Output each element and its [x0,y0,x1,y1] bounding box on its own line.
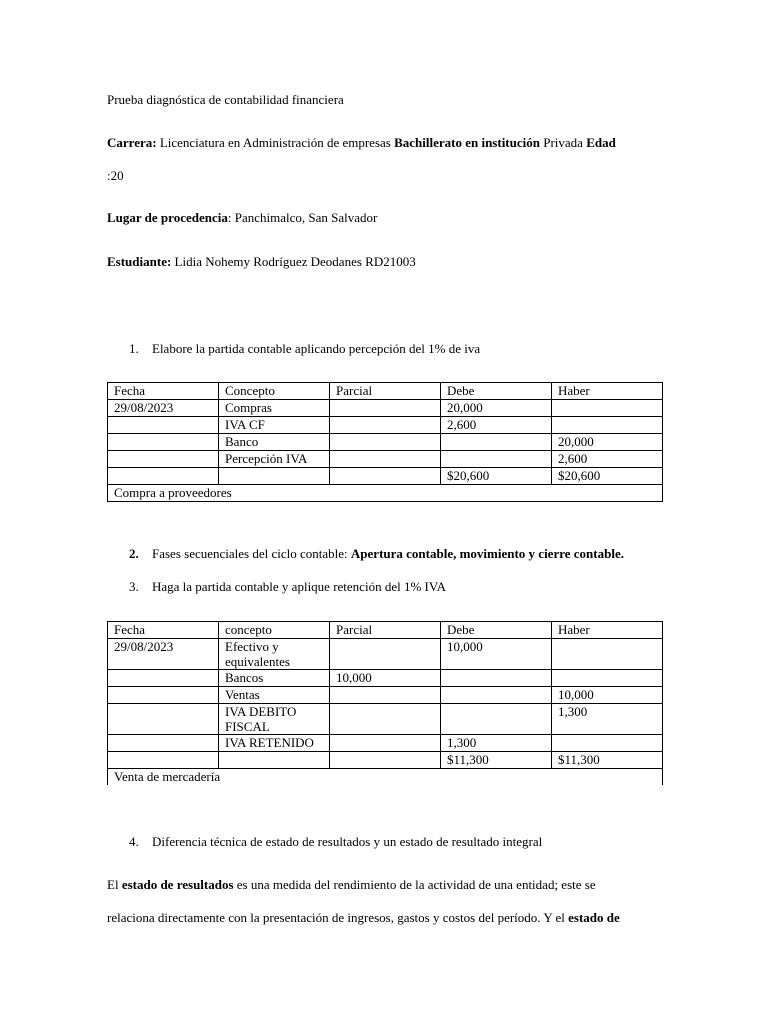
paragraph-text: es una medida del rendimiento de la actividad de una entidad; este se [233,877,596,892]
question-3-number: 3. [129,579,139,594]
table-cell: $20,600 [441,468,552,485]
estudiante-value: Lidia Nohemy Rodríguez Deodanes RD21003 [171,254,416,269]
estudiante-label: Estudiante: [107,254,172,269]
table-cell: $11,300 [552,752,663,769]
column-header: Haber [552,622,663,639]
column-header: Debe [441,383,552,400]
table-row [108,704,663,735]
table-cell [108,735,219,752]
table-cell [108,468,219,485]
carrera-line [107,135,616,151]
table-cell [441,670,552,687]
table-header-row [108,622,663,639]
table-cell: Bancos [219,670,330,687]
question-4-text: Diferencia técnica de estado de resultados y un estado de resultado integral [152,834,543,849]
question-3-text: Haga la partida contable y aplique retención del 1% IVA [152,579,446,594]
column-header: Parcial [330,622,441,639]
question-3 [129,579,446,595]
table-cell [330,639,441,670]
table-cell [108,752,219,769]
table-cell [330,687,441,704]
table-cell [108,704,219,735]
table-row [108,400,663,417]
table-cell [330,400,441,417]
table-cell: Percepción IVA [219,451,330,468]
column-header: Debe [441,622,552,639]
table-cell [219,752,330,769]
column-header: Haber [552,383,663,400]
table-footer-row [108,769,663,786]
table-cell: 29/08/2023 [108,400,219,417]
journal-table-2 [107,621,663,785]
table-cell: Banco [219,434,330,451]
table-cell [441,451,552,468]
table-cell: 1,300 [441,735,552,752]
paragraph-text: relaciona directamente con la presentación de ingresos, gastos y costos del período. Y el [107,910,569,925]
table-cell: IVA CF [219,417,330,434]
paragraph-line-2 [107,910,620,926]
table-cell [108,434,219,451]
table-cell [552,417,663,434]
journal-table-1 [107,382,663,502]
table-cell: 10,000 [552,687,663,704]
question-2-text: Fases secuenciales del ciclo contable: [152,546,351,561]
table-cell [552,400,663,417]
column-header: concepto [219,622,330,639]
column-header: Parcial [330,383,441,400]
table-cell [552,735,663,752]
table-row [108,451,663,468]
table-cell: 2,600 [441,417,552,434]
table-cell: IVA DEBITO FISCAL [219,704,330,735]
lugar-label: Lugar de procedencia [107,210,228,225]
table-row [108,639,663,670]
question-2-number: 2. [129,546,139,561]
table-cell: 20,000 [441,400,552,417]
carrera-value: Licenciatura en Administración de empresas [156,135,395,150]
table-row [108,752,663,769]
carrera-label: Carrera: [107,135,157,150]
table-footer-row [108,485,663,502]
table-row [108,468,663,485]
table-cell: $11,300 [441,752,552,769]
table-cell: 10,000 [441,639,552,670]
table-cell: IVA RETENIDO [219,735,330,752]
column-header: Concepto [219,383,330,400]
table-cell [108,687,219,704]
paragraph-bold-term: estado de [568,910,620,925]
question-4-number: 4. [129,834,139,849]
question-2-answer: Apertura contable, movimiento y cierre contable. [350,546,624,561]
table-cell: Compras [219,400,330,417]
lugar-value: : Panchimalco, San Salvador [227,210,378,225]
lugar-line [107,210,377,226]
table-cell [441,704,552,735]
question-1-text: Elabore la partida contable aplicando percepción del 1% de iva [152,341,481,356]
table-cell: 29/08/2023 [108,639,219,670]
paragraph-line-1 [107,877,596,893]
edad-value: :20 [107,168,124,183]
table-cell [330,752,441,769]
table-footer-note: Compra a proveedores [108,485,663,502]
table-cell [330,451,441,468]
paragraph-text: El [107,877,122,892]
table-row [108,670,663,687]
bachillerato-value: Privada [539,135,587,150]
estudiante-line [107,254,416,270]
question-1-number: 1. [129,341,139,356]
table-cell: Ventas [219,687,330,704]
table-cell: 20,000 [552,434,663,451]
question-4 [129,834,542,850]
table-cell [441,687,552,704]
table-cell [330,417,441,434]
table-cell: 1,300 [552,704,663,735]
table-cell [108,451,219,468]
table-row [108,735,663,752]
table-cell [330,704,441,735]
table-row [108,687,663,704]
table-row [108,434,663,451]
edad-label: Edad [586,135,616,150]
question-1 [129,341,480,357]
table-cell [108,417,219,434]
table-cell: Efectivo y equivalentes [219,639,330,670]
table-cell [441,434,552,451]
table-cell: 10,000 [330,670,441,687]
table-header-row [108,383,663,400]
table-cell [552,639,663,670]
table-row [108,417,663,434]
table-cell [330,735,441,752]
document-title: Prueba diagnóstica de contabilidad financiera [107,92,344,107]
table-cell [108,670,219,687]
table-cell [552,670,663,687]
paragraph-bold-term: estado de resultados [121,877,234,892]
table-footer-note: Venta de mercadería [108,769,663,786]
table-cell: 2,600 [552,451,663,468]
table-cell: $20,600 [552,468,663,485]
column-header: Fecha [108,622,219,639]
column-header: Fecha [108,383,219,400]
table-cell [219,468,330,485]
question-2 [129,546,624,562]
table-cell [330,434,441,451]
bachillerato-label: Bachillerato en institución [394,135,540,150]
table-cell [330,468,441,485]
